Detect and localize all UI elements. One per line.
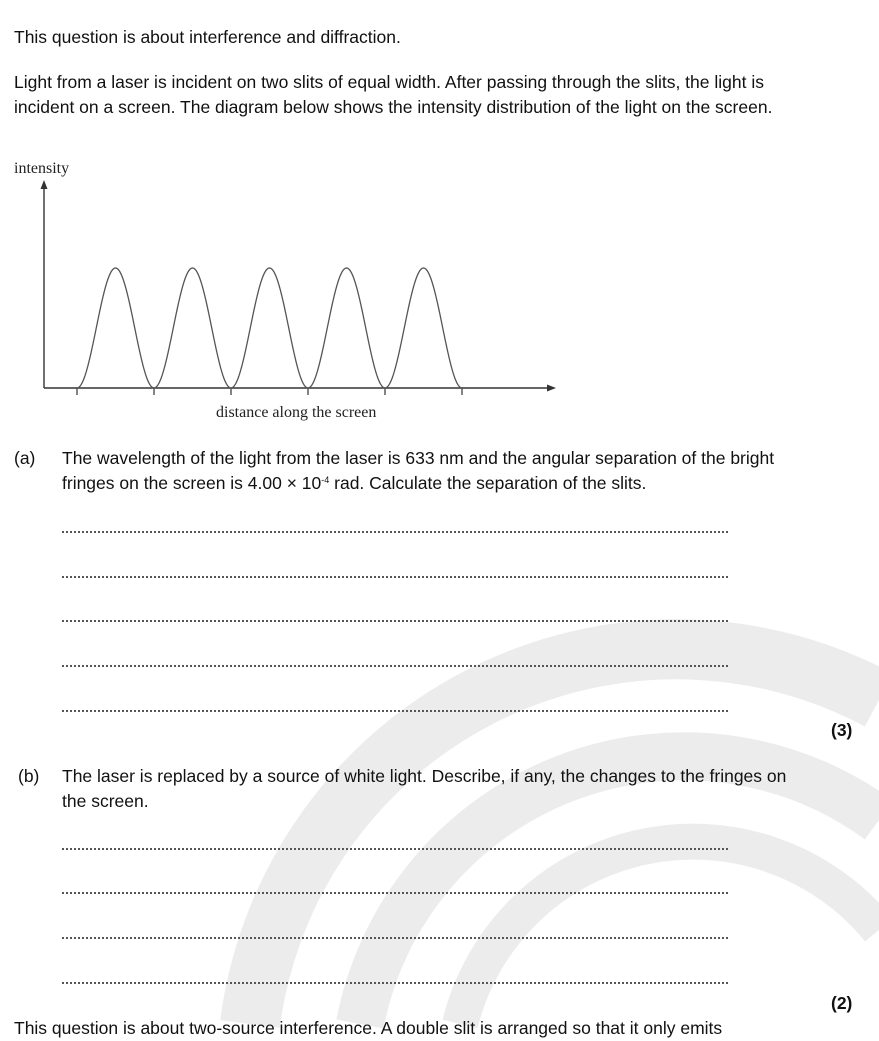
part-a-letter: (a): [14, 448, 36, 468]
part-a-exponent: -4: [321, 474, 330, 485]
x-axis-arrow: [547, 385, 556, 392]
part-a-text-before: The wavelength of the light from the laser is 633 nm and the angular separation of the bright fringes on the screen is 4.00 × 10: [62, 448, 775, 493]
part-b-answer-line-2[interactable]: [62, 892, 728, 894]
part-a-question: [62, 446, 802, 495]
x-axis-label: distance along the screen: [216, 404, 377, 421]
intro-line: This question is about interference and diffraction.: [14, 27, 401, 47]
intro-paragraph: Light from a laser is incident on two slits of equal width. After passing through the slits, the light is incident on a screen. The diagram below shows the intensity distribution of the light on the screen.: [14, 72, 773, 117]
part-a-marks: (3): [831, 720, 853, 740]
part-b-question: The laser is replaced by a source of white light. Describe, if any, the changes to the fringes on the screen.: [62, 766, 787, 811]
part-a-answer-line-1[interactable]: [62, 531, 728, 533]
y-axis-label: intensity: [14, 160, 70, 177]
intensity-curve: [77, 268, 462, 388]
y-axis-arrow: [41, 180, 48, 189]
part-b-answer-line-4[interactable]: [62, 982, 728, 984]
part-b-marks: (2): [831, 993, 853, 1013]
part-a-text-after: rad. Calculate the separation of the slits.: [329, 472, 647, 493]
part-a-answer-line-5[interactable]: [62, 710, 728, 712]
part-a-answer-line-2[interactable]: [62, 576, 728, 578]
part-b-letter: (b): [18, 766, 40, 786]
part-a-answer-line-4[interactable]: [62, 665, 728, 667]
part-b-answer-line-3[interactable]: [62, 937, 728, 939]
part-b-answer-line-1[interactable]: [62, 848, 728, 850]
next-question-fragment: This question is about two-source interference. A double slit is arranged so that it only emits: [14, 1018, 723, 1038]
part-a-answer-line-3[interactable]: [62, 620, 728, 622]
